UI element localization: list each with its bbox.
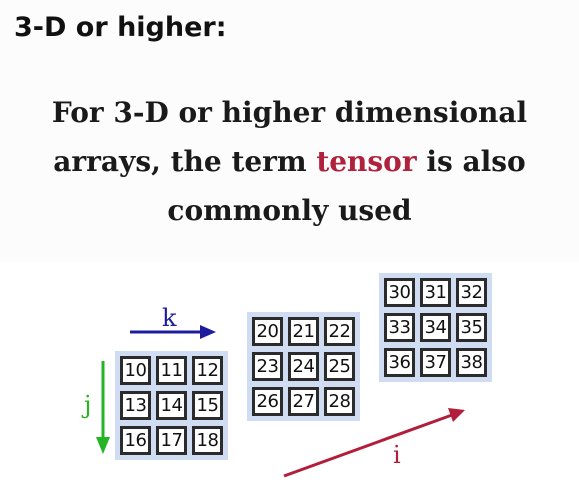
tensor-cell: 13 xyxy=(120,391,151,420)
paragraph-line-2-end: is also xyxy=(416,145,526,178)
j-axis-arrow-icon xyxy=(96,361,110,454)
tensor-cell: 23 xyxy=(252,352,283,381)
paragraph-line-2-start: arrays, the term xyxy=(53,145,317,178)
j-axis-label: j xyxy=(84,391,92,419)
tensor-diagram xyxy=(0,262,579,493)
tensor-cell: 26 xyxy=(252,387,283,416)
slide-heading: 3-D or higher: xyxy=(14,12,227,43)
i-axis-arrow-icon xyxy=(284,408,465,476)
paragraph-line-2 xyxy=(0,137,579,186)
tensor-cell: 14 xyxy=(156,391,187,420)
paragraph-line-3: commonly used xyxy=(167,194,412,227)
tensor-cell: 20 xyxy=(252,317,283,346)
tensor-cell: 32 xyxy=(456,278,487,307)
tensor-cell: 17 xyxy=(156,426,187,455)
tensor-cell: 35 xyxy=(456,313,487,342)
tensor-cell: 12 xyxy=(192,356,223,385)
tensor-cell: 16 xyxy=(120,426,151,455)
slide-paragraph xyxy=(0,88,579,235)
tensor-cell: 25 xyxy=(324,352,355,381)
tensor-cell: 30 xyxy=(384,278,415,307)
tensor-cell: 21 xyxy=(288,317,319,346)
tensor-cell: 11 xyxy=(156,356,187,385)
tensor-cell: 15 xyxy=(192,391,223,420)
tensor-cell: 34 xyxy=(420,313,451,342)
axis-arrows xyxy=(0,262,579,493)
paragraph-line-1: For 3-D or higher dimensional xyxy=(51,96,528,129)
tensor-cell: 38 xyxy=(456,348,487,377)
tensor-cell: 27 xyxy=(288,387,319,416)
tensor-cell: 31 xyxy=(420,278,451,307)
tensor-cell: 33 xyxy=(384,313,415,342)
tensor-cell: 24 xyxy=(288,352,319,381)
tensor-cell: 10 xyxy=(120,356,151,385)
tensor-cell: 37 xyxy=(420,348,451,377)
tensor-cell: 18 xyxy=(192,426,223,455)
tensor-cell: 36 xyxy=(384,348,415,377)
tensor-cell: 28 xyxy=(324,387,355,416)
k-axis-label: k xyxy=(162,304,177,332)
tensor-term: tensor xyxy=(316,145,417,178)
tensor-cell: 22 xyxy=(324,317,355,346)
i-axis-label: i xyxy=(393,441,401,469)
